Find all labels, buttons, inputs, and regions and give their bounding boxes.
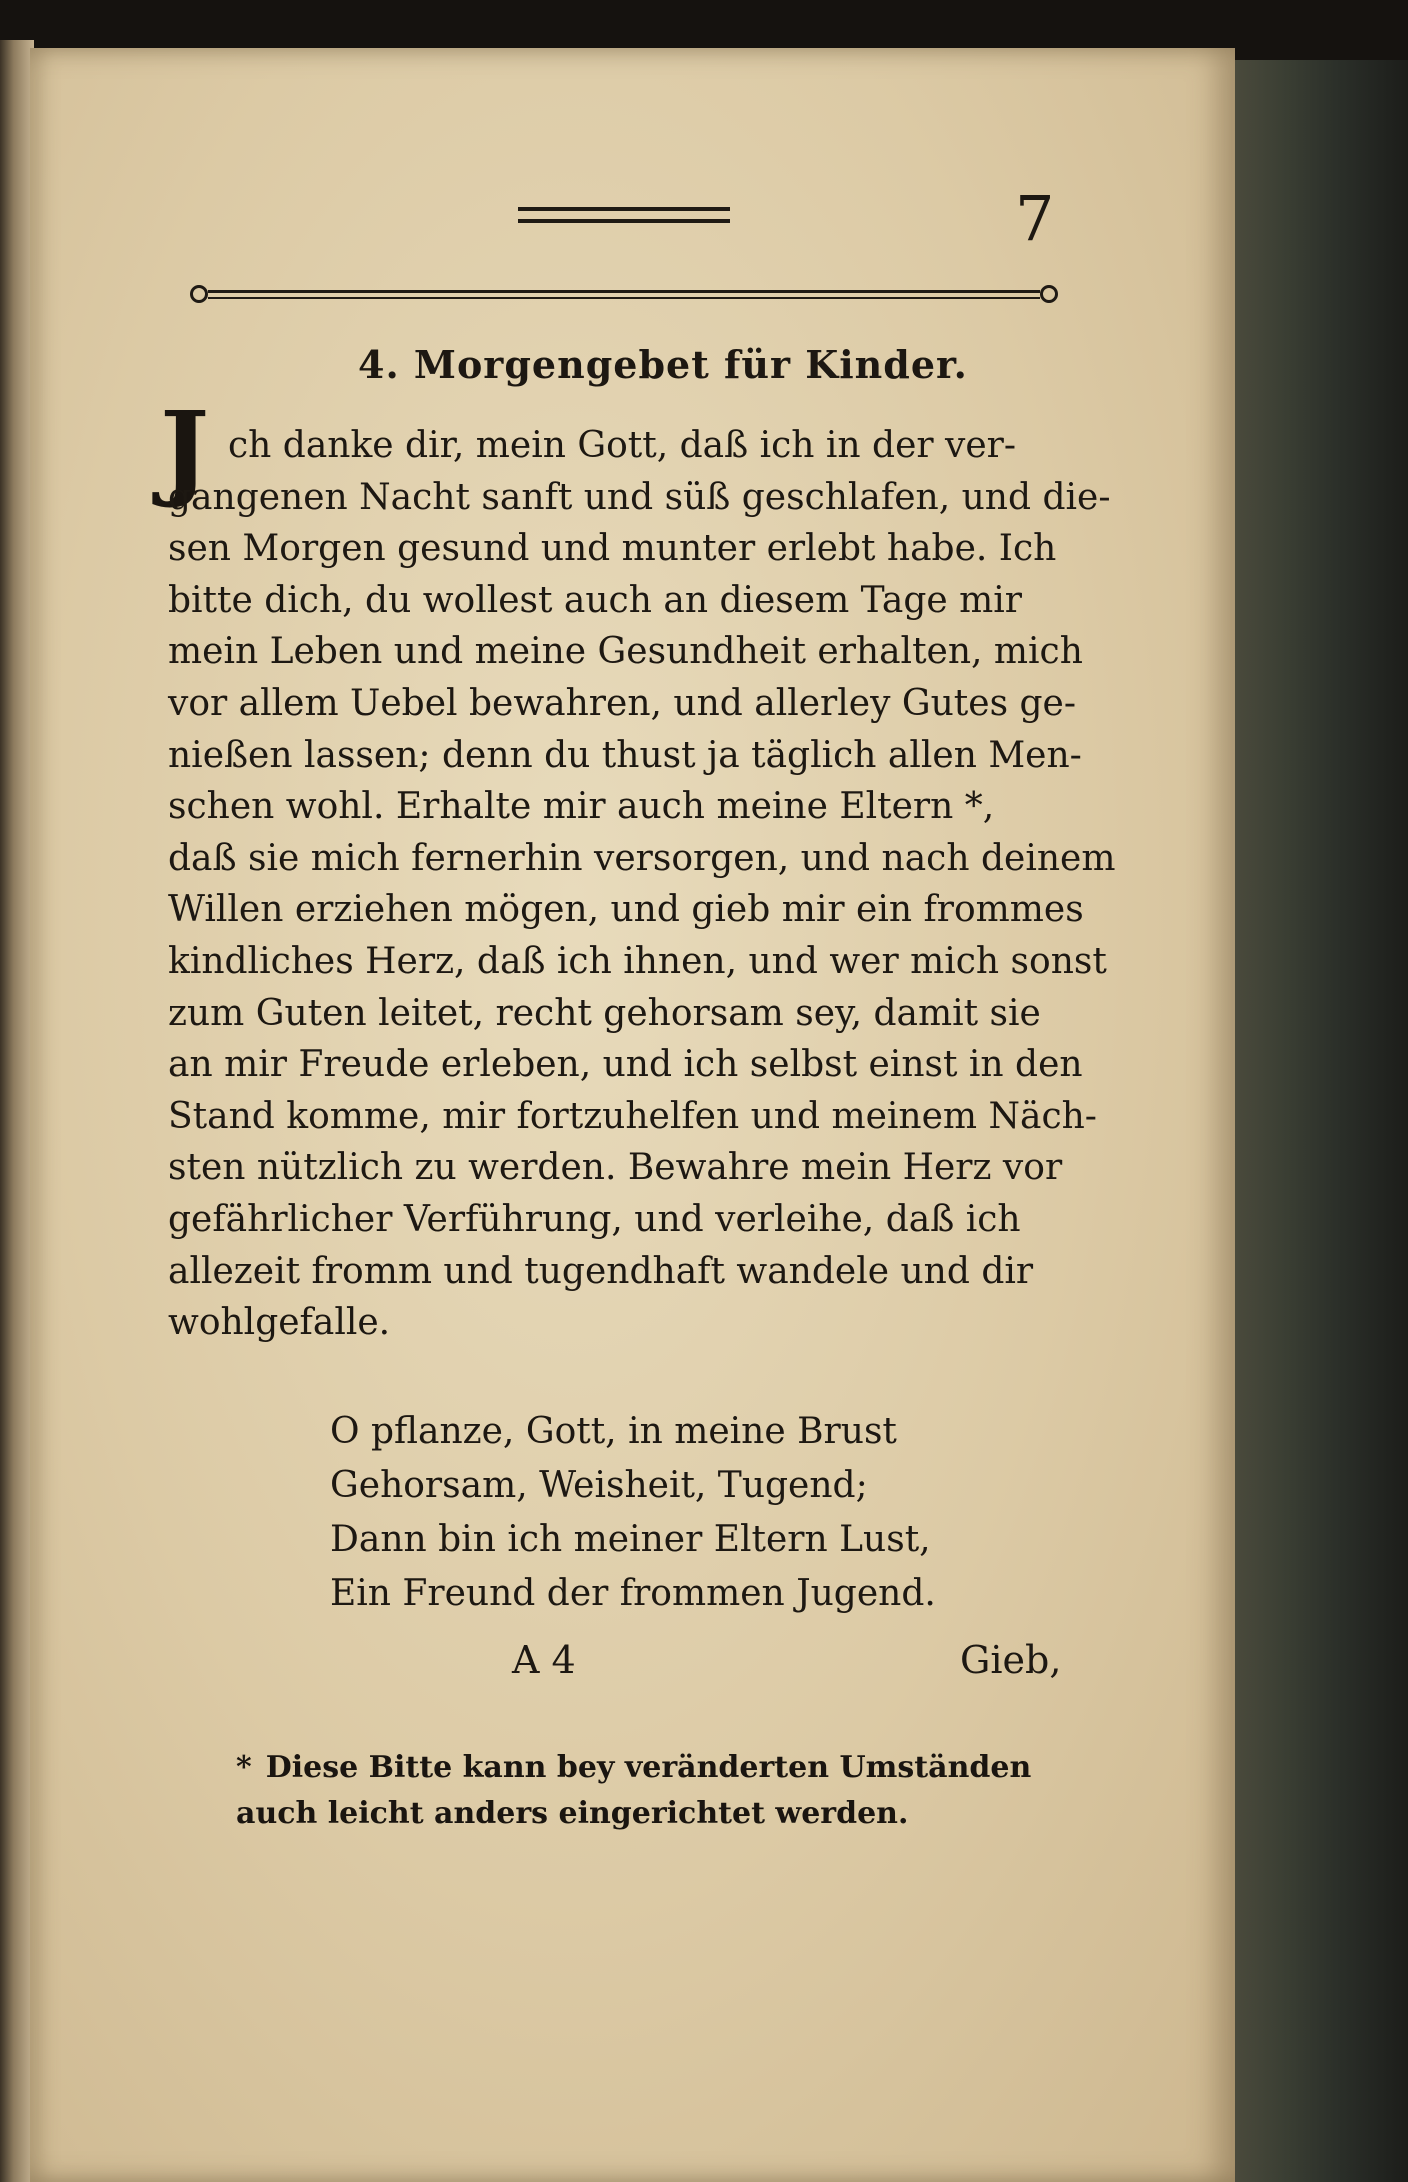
header-double-rule <box>518 207 730 231</box>
prose-line: mein Leben und meine Gesundheit erhalten, mich <box>168 631 1083 673</box>
footnote-line: Diese Bitte kann bey veränderten Umständen <box>265 1750 1032 1785</box>
prose-line: kindliches Herz, daß ich ihnen, und wer mich sonst <box>168 940 1107 982</box>
signature-mark: A 4 <box>512 1638 576 1682</box>
footnote-line: auch leicht anders eingerichtet werden. <box>236 1796 909 1831</box>
ornamental-rule <box>190 285 1058 305</box>
prose-line: sten nützlich zu werden. Bewahre mein Herz vor <box>168 1147 1063 1189</box>
verse-line: Ein Freund der frommen Jugend. <box>330 1573 936 1614</box>
rule-ring-left <box>190 285 208 303</box>
previous-page-edge <box>0 40 34 2182</box>
prose-line: nießen lassen; denn du thust ja täglich allen Men- <box>168 734 1082 776</box>
verse <box>330 1405 936 1621</box>
prose-line: zum Guten leitet, recht gehorsam sey, damit sie <box>168 992 1041 1034</box>
prose-line: schen wohl. Erhalte mir auch meine Eltern *, <box>168 786 995 828</box>
verse-line: O pflanze, Gott, in meine Brust <box>330 1411 897 1452</box>
prose-line: gefährlicher Verführung, und verleihe, daß ich <box>168 1198 1021 1240</box>
prose-line: an mir Freude erleben, und ich selbst einst in den <box>168 1044 1083 1086</box>
prose-line: bitte dich, du wollest auch an diesem Tage mir <box>168 579 1022 621</box>
prose-line: wohlgefalle. <box>168 1302 391 1344</box>
prose-line: Willen erziehen mögen, und gieb mir ein frommes <box>168 889 1084 931</box>
verse-line: Dann bin ich meiner Eltern Lust, <box>330 1519 931 1560</box>
prose-line: ch danke dir, mein Gott, daß ich in der ver- <box>228 425 1017 466</box>
drop-cap: J <box>160 388 210 511</box>
book-binding <box>1235 60 1408 2182</box>
prose-line: daß sie mich fernerhin versorgen, und nach deinem <box>168 837 1116 879</box>
verse-line: Gehorsam, Weisheit, Tugend; <box>330 1465 868 1506</box>
rule-ring-right <box>1040 285 1058 303</box>
section-heading: 4. Morgengebet für Kinder. <box>358 342 968 387</box>
footnote <box>236 1745 1086 1837</box>
prose-line: Stand komme, mir fortzuhelfen und meinem Näch- <box>168 1095 1097 1137</box>
footnote-mark: * <box>236 1750 252 1785</box>
prose-line: allezeit fromm und tugendhaft wandele und dir <box>168 1250 1034 1292</box>
prayer-text <box>168 420 1116 1349</box>
catchword: Gieb, <box>960 1638 1062 1682</box>
page-number: 7 <box>1015 182 1055 255</box>
prose-line: sen Morgen gesund und munter erlebt habe. Ich <box>168 528 1057 570</box>
prose-line: gangenen Nacht sanft und süß geschlafen, und die- <box>168 476 1111 518</box>
prose-line: vor allem Uebel bewahren, und allerley Gutes ge- <box>168 682 1076 724</box>
